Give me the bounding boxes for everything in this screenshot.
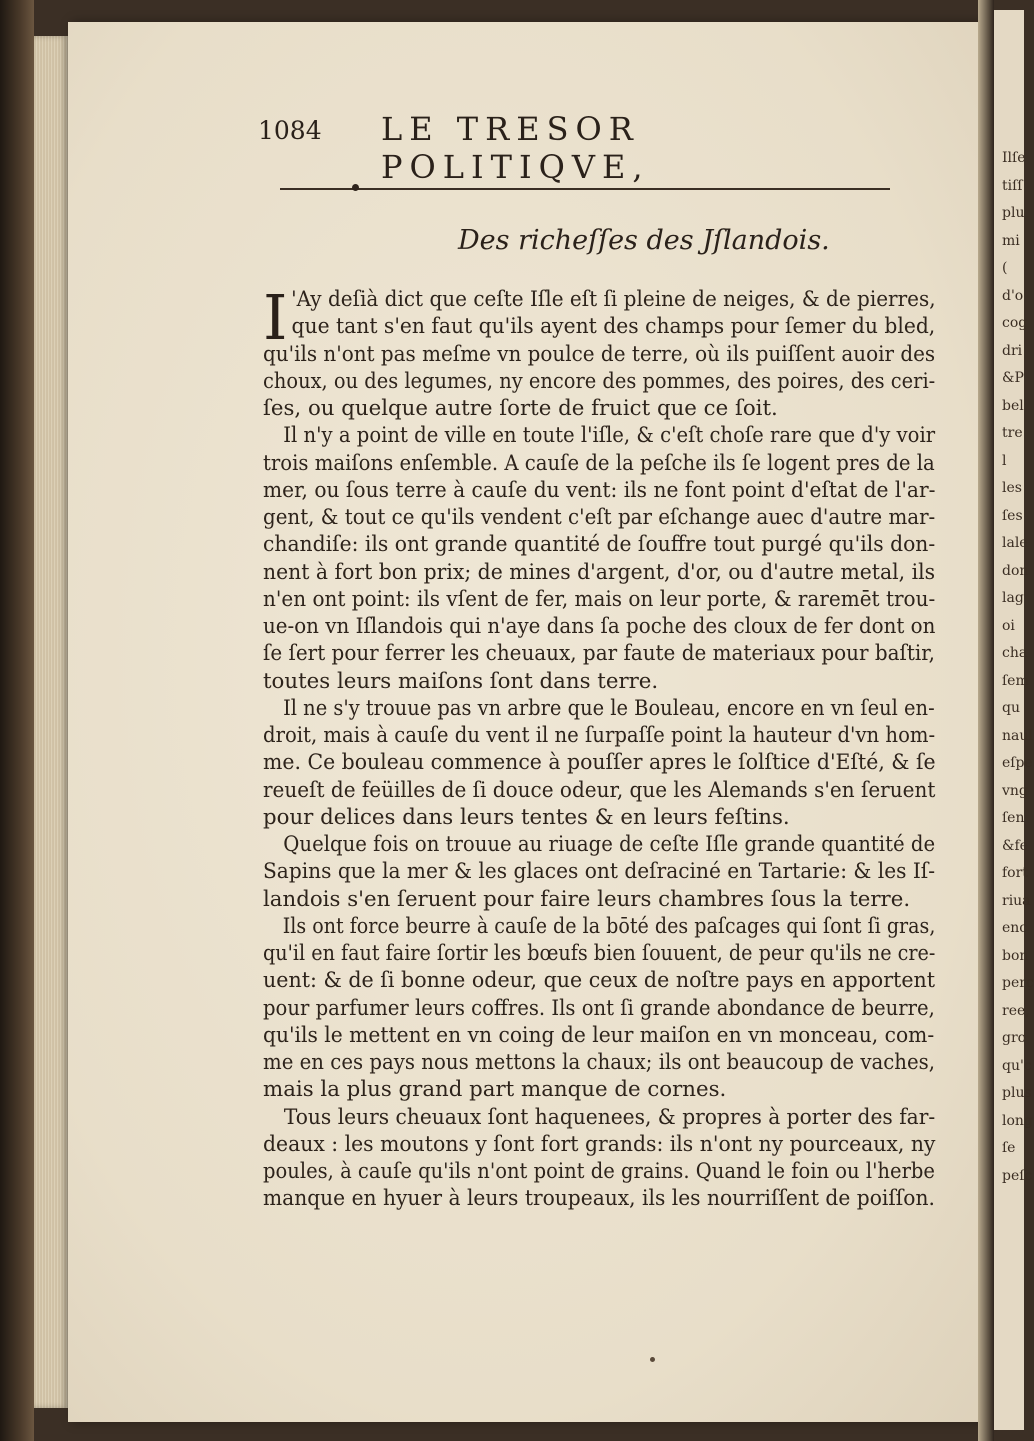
facing-page-fragment: ( (1002, 260, 1008, 276)
facing-page-fragment: dri (1002, 342, 1023, 359)
facing-page-edge (994, 10, 1034, 1430)
text-line: chandiſe: ils ont grande quantité de ſouffre tout purgé qu'ils don- (263, 532, 936, 558)
text-line: ſe ſert pour ferrer les cheuaux, par faute de materiaux pour baſtir, (263, 641, 935, 667)
text-line: Ils ont force beurre à cauſe de la bōté des paſcages qui ſont ſi gras, (282, 913, 936, 939)
text-line: toutes leurs maiſons ſont dans terre. (263, 668, 659, 694)
facing-page-fragment: Ilſe (1002, 150, 1026, 166)
facing-page-fragment: long (1002, 1112, 1033, 1129)
text-line: uent: & de ſi bonne odeur, que ceux de noſtre pays en apportent (263, 968, 936, 994)
facing-page-fragment: ſen (1002, 810, 1025, 826)
facing-page-fragment: tiſſ (1002, 177, 1023, 194)
text-line: mer, ou ſous terre à cauſe du vent: ils ne font point d'eſtat de l'ar- (263, 477, 936, 503)
facing-page-fragment: peſc (1002, 1167, 1033, 1184)
facing-page-fragment: riua (1002, 892, 1031, 909)
text-line: 'Ay deſià dict que ceſte Iſle eſt ſi pleine de neiges, & de pierres, (291, 287, 936, 312)
facing-page-fragment: enc (1002, 920, 1028, 936)
text-line: que tant s'en faut qu'ils ayent des champs pour ſemer du bled, (291, 314, 936, 340)
facing-page-fragment: oi (1002, 617, 1015, 634)
facing-page-fragment: &fe (1002, 837, 1028, 854)
text-line: poules, à cauſe qu'ils n'ont point de grains. Quand le foin ou l'herbe (263, 1159, 935, 1184)
body-text (263, 281, 936, 1213)
facing-page-fragment: ſem (1002, 672, 1029, 689)
facing-page-fragment: bel (1002, 397, 1024, 414)
text-line: landois s'en ſeruent pour faire leurs chambres ſous la terre. (263, 886, 911, 912)
text-line: pour parfumer leurs coffres. Ils ont ſi grande abondance de beurre, (263, 995, 935, 1021)
facing-page-fragment: eſpe (1002, 755, 1033, 771)
facing-page-fragment: vng (1002, 782, 1028, 799)
facing-page-fragment: fort (1002, 865, 1028, 881)
page-number: 1084 (258, 116, 322, 145)
page-header (258, 110, 898, 186)
running-title: LE TRESOR POLITIQVE, (381, 110, 650, 186)
text-line: n'en ont point: ils vſent de fer, mais on leur porte, & raremēt trou- (263, 586, 936, 612)
text-line: me en ces pays nous mettons la chaux; ils ont beaucoup de vaches, (263, 1050, 936, 1075)
facing-page-fragment: d'o (1002, 287, 1024, 304)
facing-page-fragment: &P (1002, 370, 1024, 386)
text-line: Quelque fois on trouue au riuage de ceſte Iſle grande quantité de (283, 832, 936, 857)
facing-page-fragment: perç (1002, 975, 1034, 991)
facing-page-fragment: l (1002, 452, 1007, 469)
rule-ornament (352, 184, 359, 191)
facing-page-fragment: naul (1002, 727, 1033, 744)
text-line: me. Ce bouleau commence à pouſſer apres le ſolſtice d'Eſté, & ſe (263, 750, 936, 776)
text-line: pour delices dans leurs tentes & en leurs feſtins. (263, 804, 790, 830)
text-line: qu'il en faut faire ſortir les bœufs bien ſouuent, de peur qu'ils ne cre- (263, 941, 936, 966)
facing-page-fragment: tre (1002, 425, 1023, 441)
text-line: deaux : les moutons y ſont fort grands: ils n'ont ny pourceaux, ny (263, 1131, 936, 1157)
header-rule (280, 188, 890, 190)
section-heading: Des richeſſes des Jſlandois. (458, 225, 830, 256)
facing-page-fragment: plu (1002, 205, 1025, 221)
text-line: ue-on vn Iſlandois qui n'aye dans ſa poche des cloux de fer dont on (263, 614, 936, 639)
facing-page-fragment: cha (1002, 645, 1028, 661)
text-line: gent, & tout ce qu'ils vendent c'eſt par eſchange auec d'autre mar- (263, 505, 936, 530)
text-line: nent à fort bon prix; de mines d'argent, d'or, ou d'autre metal, ils (263, 559, 936, 585)
facing-page-fragment: cog (1002, 315, 1028, 331)
book-gutter (978, 0, 994, 1441)
text-line: manque en hyuer à leurs troupeaux, ils les nourriſſent de poiſſon. (263, 1186, 935, 1212)
facing-page-fragment: les (1002, 480, 1022, 496)
text-line: trois maiſons enſemble. A cauſe de la peſche ils ſe logent pres de la (263, 450, 935, 476)
book-binding (0, 0, 34, 1441)
text-line: qu'ils n'ont pas meſme vn poulce de terre, où ils puiſſent auoir des (263, 341, 936, 367)
text-line: Tous leurs cheuaux ſont haquenees, & propres à porter des far- (283, 1104, 936, 1130)
facing-page-fragment: don (1002, 562, 1029, 579)
text-line: mais la plus grand part manque de cornes. (263, 1077, 727, 1103)
facing-page-fragment: lale (1002, 535, 1028, 551)
text-line: Il n'y a point de ville en toute l'iſle, & c'eſt choſe rare que d'y voir (283, 423, 936, 449)
text-line: choux, ou des legumes, ny encore des pommes, des poires, des ceri- (263, 368, 936, 394)
text-line: droit, mais à cauſe du vent il ne ſurpaſſe point la hauteur d'vn hom- (263, 723, 936, 748)
text-line: Sapins que la mer & les glaces ont deſraciné en Tartarie: & les Iſ- (263, 859, 936, 885)
text-line: reueſt de feüilles de ſi douce odeur, que les Alemands s'en ſeruent (263, 777, 936, 803)
facing-page-fragment: mi (1002, 232, 1020, 249)
facing-page-fragment: bon (1002, 947, 1029, 964)
text-line: ſes, ou quelque autre ſorte de fruict que ce ſoit. (263, 396, 778, 421)
text-line: qu'ils le mettent en vn coing de leur maiſon en vn monceau, com- (263, 1022, 935, 1048)
page-edges (34, 36, 68, 1408)
facing-page-fragment: plus (1002, 1085, 1032, 1101)
facing-page-fragment: ſes (1002, 507, 1023, 524)
facing-page-fragment: qu (1002, 700, 1020, 716)
paper-spot (650, 1357, 655, 1362)
facing-page-fragment: ſe (1002, 1140, 1016, 1156)
facing-page-fragment: qu'c (1002, 1057, 1032, 1074)
text-line: Il ne s'y trouue pas vn arbre que le Bouleau, encore en vn ſeul en- (283, 695, 935, 721)
facing-page-fragment: gro (1002, 1030, 1027, 1046)
facing-page-fragment: ree, (1002, 1002, 1030, 1019)
facing-page-fragment: lag (1002, 590, 1024, 606)
drop-cap: I (263, 281, 288, 354)
